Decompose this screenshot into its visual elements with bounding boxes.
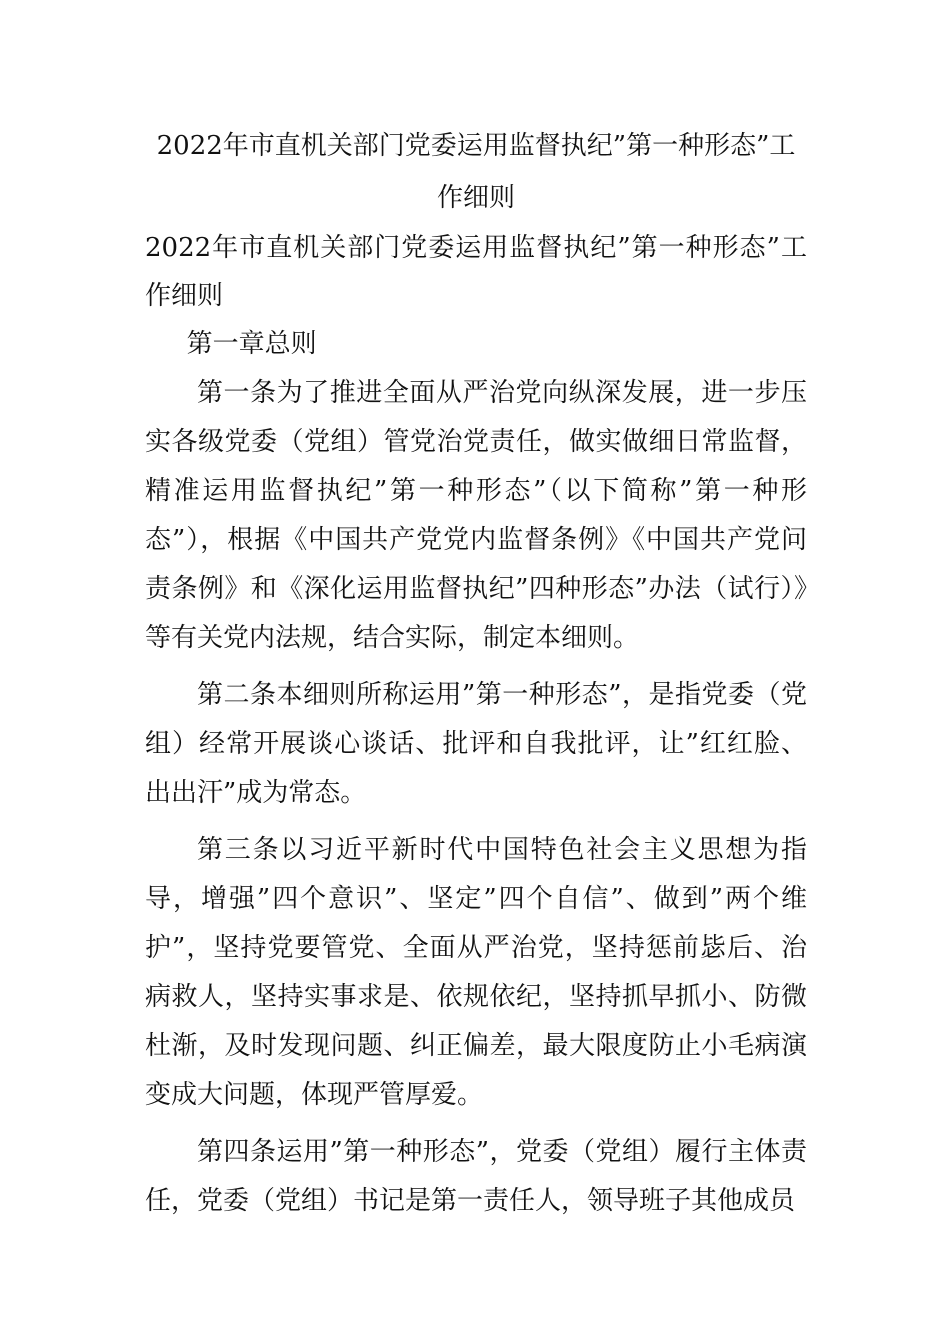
paragraph-article-2: 第二条本细则所称运用”第一种形态”，是指党委（党组）经常开展谈心谈话、批评和自我批评，让”红红脸、出出汗”成为常态。 [145,680,807,808]
chapter-heading: 第一章总则 [186,329,317,359]
paragraph-article-3: 第三条以习近平新时代中国特色社会主义思想为指导，增强”四个意识”、坚定”四个自信”、做到”两个维护”，坚持党要管党、全面从严治党，坚持惩前毖后、治病救人，坚持实事求是、依规依纪，坚持抓早抓小、防微杜渐，及时发现问题、纠正偏差，最大限度防止小毛病演变成大问题，体现严管厚爱。 [145,835,807,1110]
document-title: 2022年市直机关部门党委运用监督执纪”第一种形态”工作细则 [156,131,796,213]
document-page [145,120,807,1226]
document-subtitle: 2022年市直机关部门党委运用监督执纪”第一种形态”工作细则 [145,233,807,311]
paragraph-article-4: 第四条运用”第一种形态”，党委（党组）履行主体责任，党委（党组）书记是第一责任人，领导班子其他成员 [145,1137,807,1216]
paragraph-article-1: 第一条为了推进全面从严治党向纵深发展，进一步压实各级党委（党组）管党治党责任，做实做细日常监督，精准运用监督执纪”第一种形态”（以下简称”第一种形态”），根据《中国共产党党内监督条例》《中国共产党问责条例》和《深化运用监督执纪”四种形态”办法（试行）》等有关党内法规，结合实际，制定本细则。 [145,378,807,653]
